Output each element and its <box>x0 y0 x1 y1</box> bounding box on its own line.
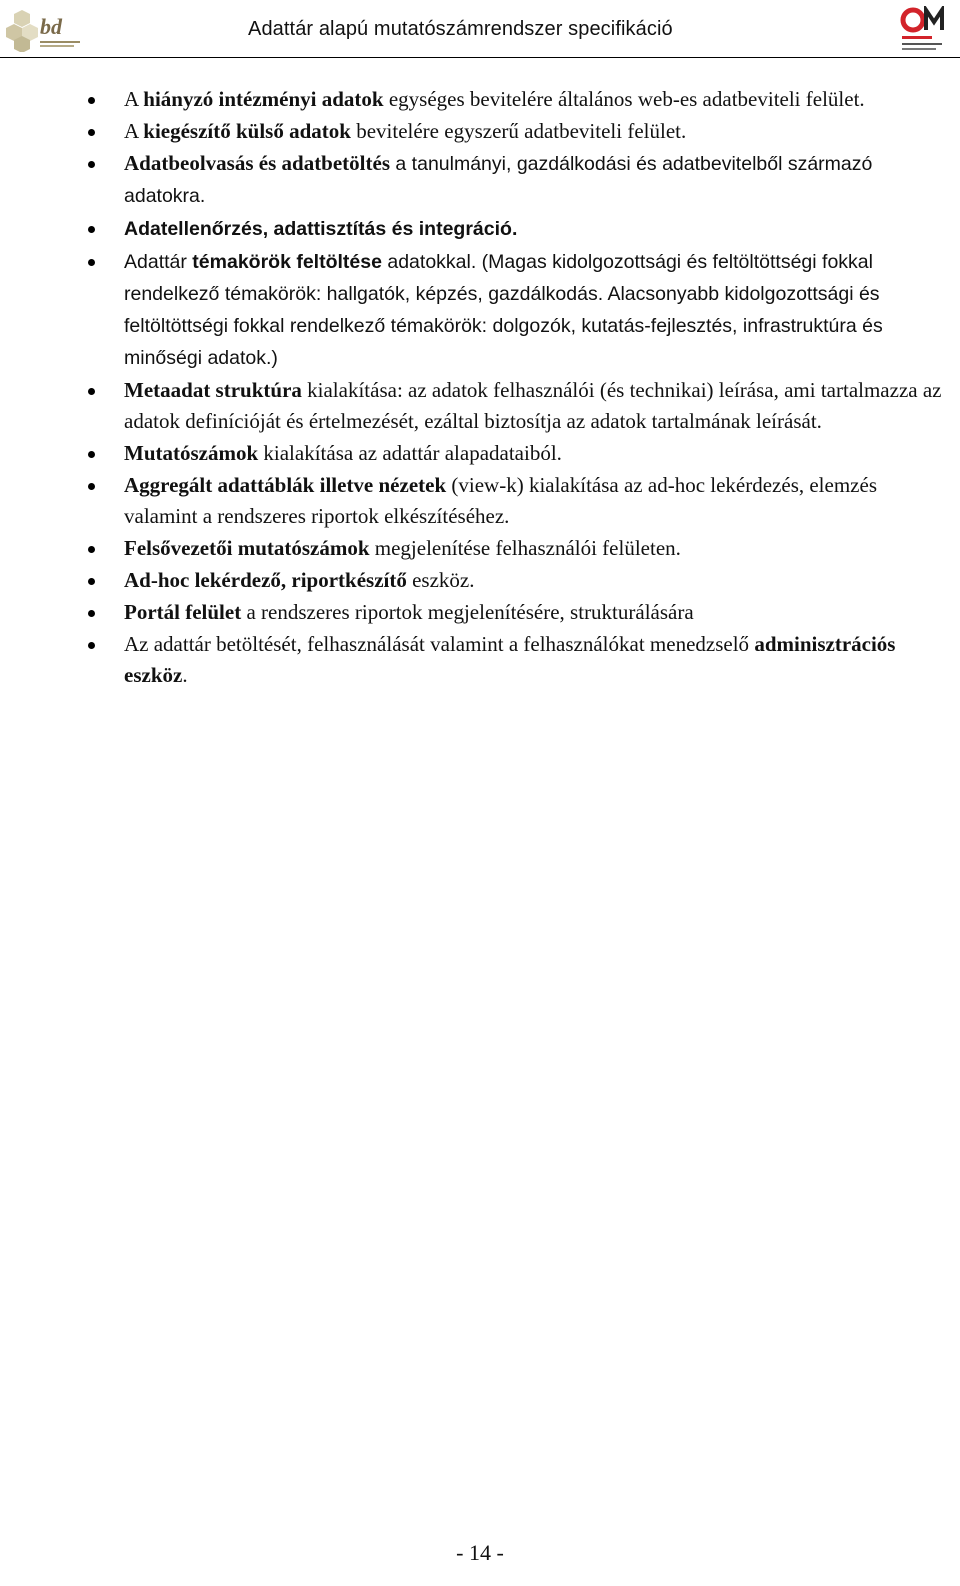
requirements-bullet-list <box>76 84 946 692</box>
bullet-item <box>76 597 946 628</box>
bullet-text-segment: egységes bevitelére általános web-es adatbeviteli felület. <box>383 87 865 111</box>
bullet-text-segment: témakörök feltöltése <box>192 251 382 273</box>
bullet-item <box>76 438 946 469</box>
bullet-text-segment: kialakítása az adattár alapadataiból. <box>258 441 562 465</box>
bullet-item <box>76 148 946 212</box>
bullet-text-segment: A <box>124 119 144 143</box>
bullet-text-segment: Adatbeolvasás és adatbetöltés <box>124 151 390 175</box>
bullet-item <box>76 84 946 115</box>
page-number: - 14 - <box>456 1540 504 1565</box>
bullet-text-segment: Adattár <box>124 251 193 273</box>
page-header <box>0 0 960 58</box>
om-ministry-logo-icon <box>900 6 954 54</box>
bullet-text-segment: A <box>124 87 144 111</box>
bullet-text-segment: Az adattár betöltését, felhasználását valamint a felhasználókat menedzselő <box>124 632 755 656</box>
bullet-dot-icon <box>88 226 95 233</box>
bullet-text-segment: Adatellenőrzés, adattisztítás és integráció. <box>124 218 518 240</box>
bullet-item <box>76 213 946 245</box>
bullet-dot-icon <box>88 610 95 617</box>
bullet-text-segment: bevitelére egyszerű adatbeviteli felület. <box>350 119 687 143</box>
bullet-item <box>76 246 946 374</box>
page-title: Adattár alapú mutatószámrendszer specifikáció <box>248 18 673 40</box>
bullet-text-segment: eszköz. <box>406 568 475 592</box>
header-divider <box>0 57 960 58</box>
bullet-dot-icon <box>88 129 95 136</box>
bullet-dot-icon <box>88 546 95 553</box>
bullet-item <box>76 533 946 564</box>
bullet-item <box>76 565 946 596</box>
bullet-dot-icon <box>88 483 95 490</box>
bullet-dot-icon <box>88 161 95 168</box>
bullet-dot-icon <box>88 388 95 395</box>
bd-logo-text: bd <box>40 14 62 39</box>
bullet-text-segment: Portál felület <box>124 600 242 624</box>
bd-logo-icon <box>4 8 86 52</box>
bullet-item <box>76 470 946 532</box>
bullet-dot-icon <box>88 642 95 649</box>
bullet-item <box>76 116 946 147</box>
bullet-dot-icon <box>88 259 95 266</box>
bullet-text-segment: Ad-hoc lekérdező, riportkészítő <box>124 568 407 592</box>
bullet-text-segment: a tanulmányi, gazdálkodási és adatbevitelből származó adatokra. <box>124 153 873 207</box>
bullet-dot-icon <box>88 451 95 458</box>
bullet-text-segment: . <box>182 663 188 687</box>
bullet-text-segment: a rendszeres riportok megjelenítésére, strukturálására <box>241 600 694 624</box>
bullet-text-segment: Metaadat struktúra <box>124 378 302 402</box>
bullet-item <box>76 629 946 691</box>
bullet-item <box>76 375 946 437</box>
bullet-text-segment: megjelenítése felhasználói felületen. <box>369 536 681 560</box>
bullet-text-segment: (view-k) kialakítása az ad-hoc lekérdezés, elemzés valamint a rendszeres riportok elkészítéséhez. <box>124 473 877 528</box>
bullet-text-segment: adatokkal. (Magas kidolgozottsági és feltöltöttségi fokkal rendelkező témakörök: hallgatók, képzés, gazdálkodás. Alacsonyabb kidolgozottsági és feltöltöttségi fokkal rendelkező témakörök: dolgozók, kutatás-fejlesztés, infrastruktúra és minőségi adatok.) <box>124 251 883 369</box>
bullet-text-segment: Aggregált adattáblák illetve nézetek <box>124 473 447 497</box>
bullet-text-segment: kiegészítő külső adatok <box>143 119 351 143</box>
bullet-text-segment: adminisztrációs eszköz <box>124 632 896 687</box>
bullet-dot-icon <box>88 97 95 104</box>
bullet-text-segment: kialakítása: az adatok felhasználói (és technikai) leírása, ami tartalmazza az adatok definícióját és értelmezését, ezáltal biztosítja az adatok tartalmának leírását. <box>124 378 942 433</box>
bullet-text-segment: hiányzó intézményi adatok <box>143 87 384 111</box>
bullet-dot-icon <box>88 578 95 585</box>
bullet-text-segment: Felsővezetői mutatószámok <box>124 536 370 560</box>
bullet-text-segment: Mutatószámok <box>124 441 259 465</box>
